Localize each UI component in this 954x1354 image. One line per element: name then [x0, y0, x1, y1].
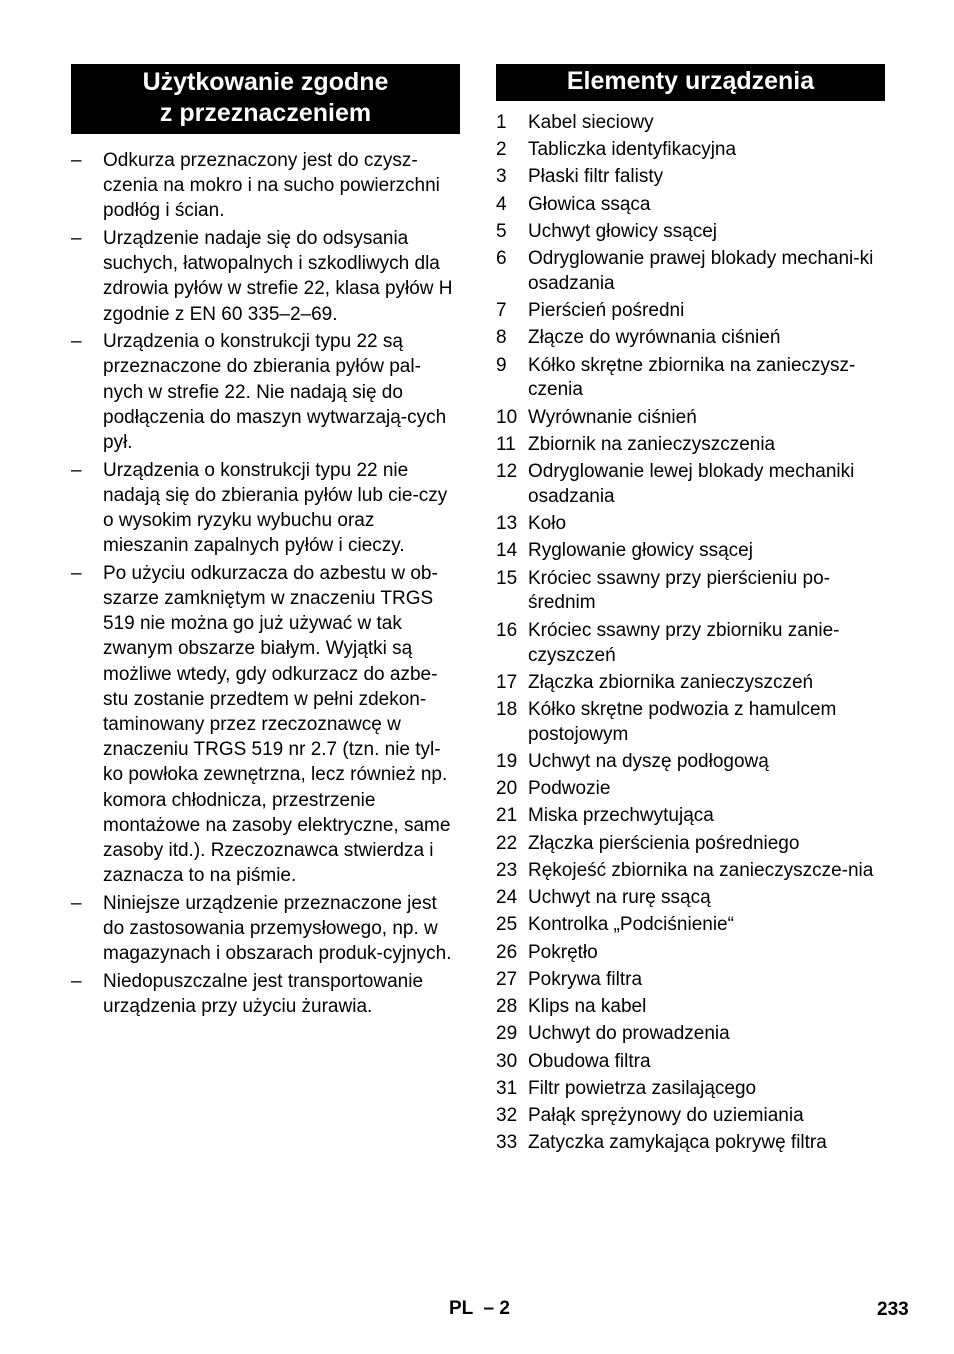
intended-use-heading-line-1: Użytkowanie zgodne [142, 68, 389, 96]
dash-bullet: – [71, 459, 82, 481]
intended-use-item-text: Urządzenie nadaje się do odsysania suchych, łatwopalnych i szkodliwych dla zdrowia pyłów w strefie 22, klasa pyłów H zgodnie z EN 60 335–2–69. [103, 228, 453, 325]
intended-use-item [71, 329, 460, 455]
device-element-item [496, 354, 885, 404]
device-element-label: Klips na kabel [528, 996, 647, 1018]
device-element-number: 17 [496, 671, 518, 693]
device-element-label: Kółko skrętne zbiornika na zanieczysz-czenia [528, 354, 856, 401]
device-element-label: Pierścień pośredni [528, 300, 685, 322]
device-element-label: Filtr powietrza zasilającego [528, 1077, 757, 1099]
device-element-label: Wyrównanie ciśnień [528, 406, 697, 428]
device-element-item [496, 913, 885, 938]
device-element-item [496, 777, 885, 802]
device-element-item [496, 832, 885, 857]
device-element-item [496, 750, 885, 775]
device-element-label: Podwozie [528, 778, 611, 800]
device-element-label: Pokrywa filtra [528, 968, 643, 990]
device-element-number: 26 [496, 941, 518, 963]
device-element-item [496, 299, 885, 324]
device-element-item [496, 111, 885, 136]
device-element-label: Króciec ssawny przy zbiorniku zanie-czyszczeń [528, 619, 840, 666]
intended-use-heading-line-2: z przeznaczeniem [159, 99, 372, 127]
device-element-number: 28 [496, 996, 518, 1018]
device-element-item [496, 539, 885, 564]
device-element-label: Uchwyt do prowadzenia [528, 1023, 730, 1045]
device-element-item [496, 193, 885, 218]
dash-bullet: – [71, 150, 82, 171]
device-element-item [496, 326, 885, 351]
device-element-label: Złącze do wyrównania ciśnień [528, 327, 781, 349]
intended-use-heading [71, 64, 460, 134]
device-element-label: Złączka pierścienia pośredniego [528, 832, 800, 854]
device-element-number: 8 [496, 327, 507, 349]
intended-use-item [71, 458, 460, 559]
device-element-number: 23 [496, 859, 518, 881]
device-element-number: 32 [496, 1105, 518, 1127]
device-element-label: Koło [528, 513, 567, 535]
device-element-item [496, 619, 885, 669]
device-element-label: Uchwyt na rurę ssącą [528, 887, 711, 909]
device-element-number: 5 [496, 220, 507, 242]
device-element-number: 13 [496, 513, 518, 535]
device-element-label: Głowica ssąca [528, 193, 651, 215]
device-element-number: 7 [496, 300, 507, 322]
device-element-label: Króciec ssawny przy pierścieniu po-średnim [528, 567, 831, 614]
device-element-number: 24 [496, 887, 518, 909]
dash-bullet: – [71, 970, 82, 992]
device-element-number: 22 [496, 832, 518, 854]
device-element-item [496, 247, 885, 297]
device-element-label: Tabliczka identyfikacyjna [528, 139, 737, 161]
device-element-number: 4 [496, 193, 507, 215]
device-element-label: Pałąk sprężynowy do uziemiania [528, 1105, 804, 1127]
intended-use-item-text: Urządzenia o konstrukcji typu 22 są przeznaczone do zbierania pyłów pal-nych w strefie 22. Nie nadają się do podłączenia do maszyn wytwarzają-cych pył. [103, 331, 447, 454]
device-element-item [496, 433, 885, 458]
device-element-item [496, 1104, 885, 1129]
device-elements-section [496, 64, 885, 1159]
device-element-label: Uchwyt głowicy ssącej [528, 220, 717, 242]
device-element-item [496, 406, 885, 431]
device-element-number: 20 [496, 778, 518, 800]
device-element-item [496, 1077, 885, 1102]
device-element-item [496, 859, 885, 884]
intended-use-item-text: Niedopuszczalne jest transportowanie urządzenia przy użyciu żurawia. [103, 970, 424, 1018]
device-element-label: Kabel sieciowy [528, 112, 654, 133]
intended-use-list [71, 148, 460, 1019]
device-element-label: Pokrętło [528, 941, 598, 963]
intended-use-item [71, 891, 460, 967]
page-number: 233 [877, 1299, 909, 1320]
intended-use-item [71, 561, 460, 889]
device-element-item [496, 804, 885, 829]
intended-use-item-text: Urządzenia o konstrukcji typu 22 nie nadają się do zbierania pyłów lub cie-czy o wysokim ryzyku wybuchu oraz mieszanin zapalnych pyłów i cieczy. [103, 459, 448, 557]
device-element-number: 33 [496, 1132, 518, 1154]
intended-use-item-text: Odkurza przeznaczony jest do czysz-czenia na mokro i na sucho powierzchni podłóg i ścian. [103, 150, 440, 222]
device-element-label: Odryglowanie prawej blokady mechani-ki osadzania [528, 248, 874, 294]
intended-use-item [71, 969, 460, 1019]
intended-use-item [71, 226, 460, 327]
device-element-item [496, 698, 885, 748]
device-element-label: Płaski filtr falisty [528, 166, 664, 188]
device-element-label: Miska przechwytująca [528, 805, 714, 827]
device-element-number: 29 [496, 1023, 518, 1045]
device-element-number: 11 [496, 433, 516, 455]
device-element-item [496, 1022, 885, 1047]
intended-use-item-text: Po użyciu odkurzacza do azbestu w ob-szarze zamkniętym w znaczeniu TRGS 519 nie można go już używać w tak zwanym obszarze białym. Wyjątki są możliwe wtedy, gdy odkurzacz do azbe-stu zostanie przedtem w pełni zdekon-taminowany przez rzeczoznawcę w znaczeniu TRGS 519 nr 2.7 (tzn. nie tyl-ko powłoka zewnętrzna, lecz również np. komora chłodnicza, przestrzenie montażowe na zasoby elektryczne, same zasoby itd.). Rzeczoznawca stwierdza i zaznacza to na piśmie. [103, 562, 451, 887]
device-element-item [496, 671, 885, 696]
device-element-number: 6 [496, 248, 507, 270]
device-element-label: Odryglowanie lewej blokady mechaniki osadzania [528, 461, 855, 507]
device-element-number: 27 [496, 968, 518, 990]
device-element-label: Rękojeść zbiornika na zanieczyszcze-nia [528, 859, 874, 881]
device-element-item [496, 968, 885, 993]
device-element-number: 3 [496, 166, 507, 188]
device-element-number: 14 [496, 540, 518, 562]
device-element-item [496, 1050, 885, 1075]
footer-language-label: PL – 2 [449, 1298, 510, 1319]
device-element-item [496, 1131, 885, 1156]
device-element-item [496, 138, 885, 163]
dash-bullet: – [71, 562, 82, 584]
device-elements-list [496, 111, 885, 1156]
device-element-number: 19 [496, 751, 518, 772]
dash-bullet: – [71, 331, 82, 353]
intended-use-item-text: Niniejsze urządzenie przeznaczone jest do zastosowania przemysłowego, np. w magazynach i obszarach produk-cyjnych. [103, 892, 452, 965]
device-element-item [496, 512, 885, 537]
device-element-label: Zbiornik na zanieczyszczenia [528, 433, 776, 455]
device-element-item [496, 165, 885, 190]
device-element-item [496, 995, 885, 1020]
device-element-number: 10 [496, 406, 518, 428]
device-element-label: Kółko skrętne podwozia z hamulcem postojowym [528, 698, 837, 745]
device-element-number: 31 [496, 1077, 518, 1099]
device-element-label: Zatyczka zamykająca pokrywę filtra [528, 1132, 827, 1154]
device-element-number: 1 [496, 112, 507, 133]
device-element-number: 12 [496, 461, 518, 483]
device-element-number: 18 [496, 698, 518, 720]
device-element-label: Obudowa filtra [528, 1050, 651, 1072]
device-element-number: 30 [496, 1050, 518, 1072]
device-element-item [496, 220, 885, 245]
device-element-item [496, 941, 885, 966]
device-element-item [496, 886, 885, 911]
intended-use-item [71, 148, 460, 224]
device-element-item [496, 567, 885, 617]
dash-bullet: – [71, 892, 82, 914]
device-element-label: Ryglowanie głowicy ssącej [528, 540, 753, 562]
device-element-number: 9 [496, 354, 507, 376]
device-element-item [496, 460, 885, 510]
device-element-number: 25 [496, 914, 518, 936]
device-element-number: 15 [496, 567, 518, 589]
device-element-number: 21 [496, 805, 518, 827]
dash-bullet: – [71, 228, 82, 249]
intended-use-section [71, 64, 460, 1022]
device-element-label: Złączka zbiornika zanieczyszczeń [528, 671, 814, 693]
device-element-label: Uchwyt na dyszę podłogową [528, 751, 769, 772]
device-element-number: 2 [496, 139, 507, 161]
device-element-number: 16 [496, 619, 518, 641]
device-element-label: Kontrolka „Podciśnienie“ [528, 914, 734, 936]
device-elements-heading: Elementy urządzenia [496, 64, 885, 101]
